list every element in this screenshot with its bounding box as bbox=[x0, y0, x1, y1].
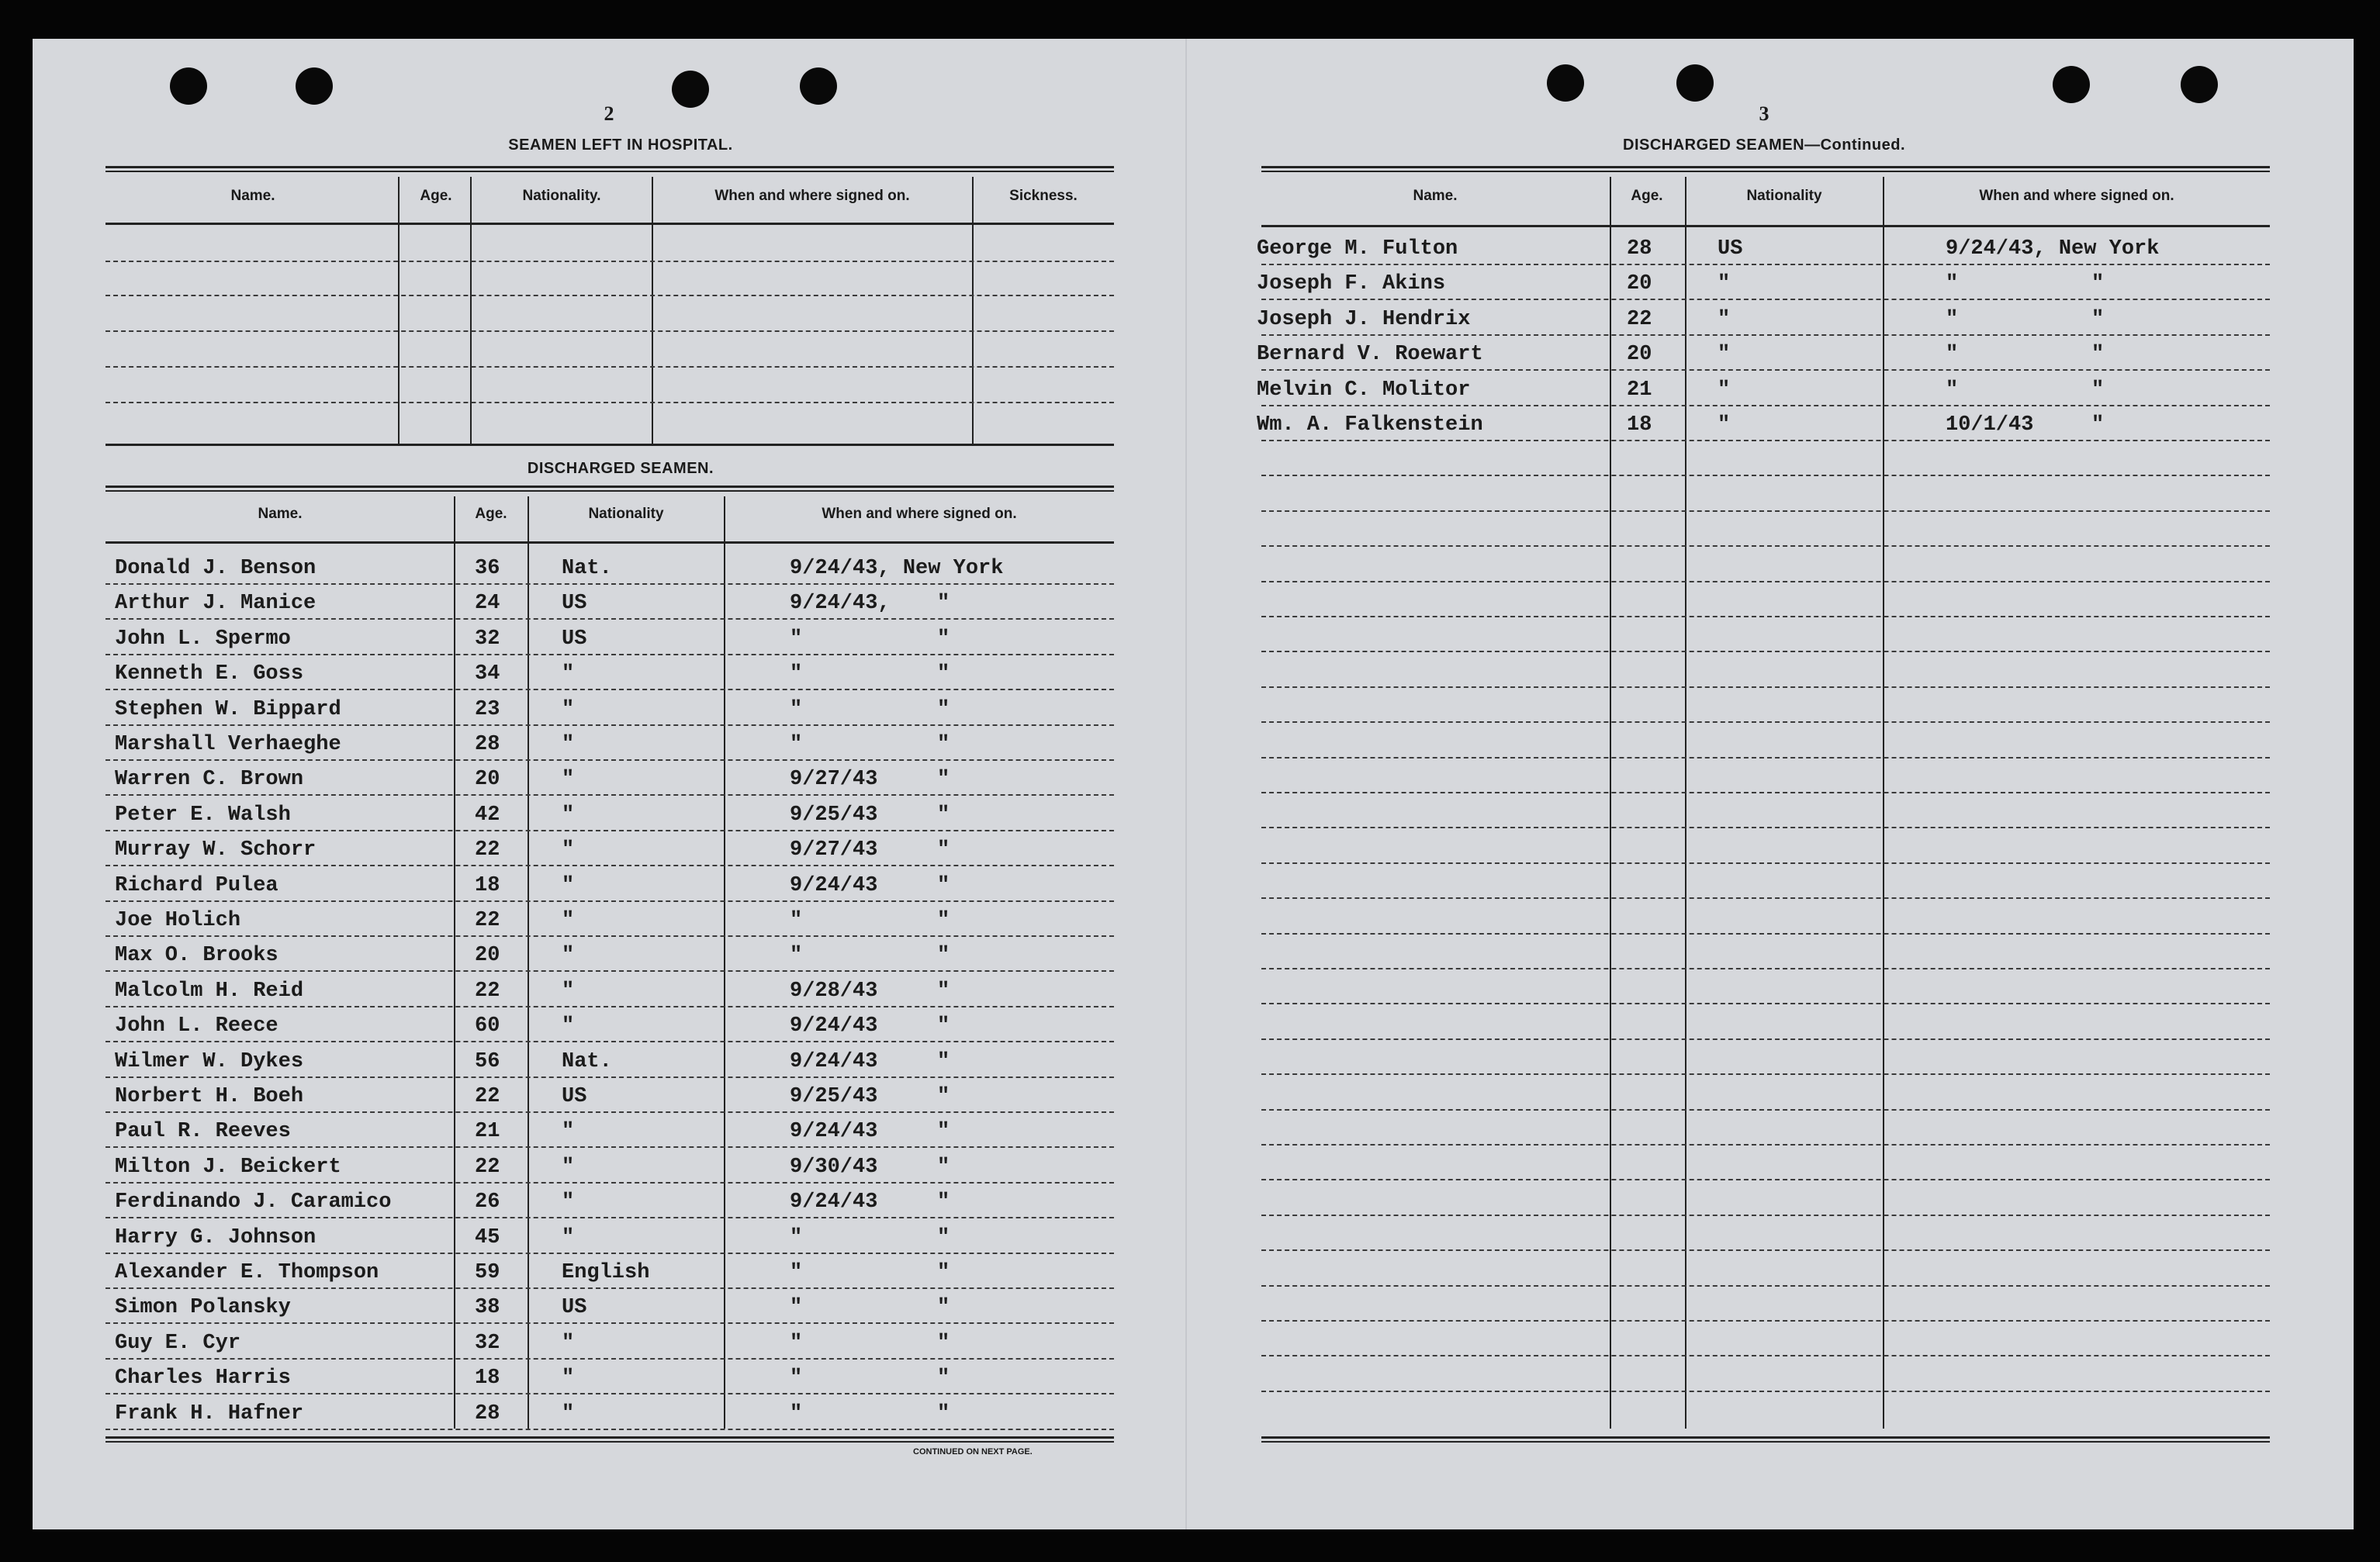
cell-nationality: " bbox=[562, 838, 575, 862]
cell-place: " bbox=[937, 733, 950, 756]
cell-name: Stephen W. Bippard bbox=[115, 697, 341, 721]
cell-date: " bbox=[1946, 307, 1959, 331]
cell-age: 28 bbox=[1627, 237, 1652, 261]
cell-date: 9/24/43, New York bbox=[790, 557, 1004, 580]
cell-place: " bbox=[937, 1155, 950, 1179]
row-line bbox=[1261, 299, 2270, 300]
row-line bbox=[1261, 1144, 2270, 1146]
discharged-top-rule bbox=[106, 486, 1114, 492]
punch-hole bbox=[1547, 64, 1584, 102]
cell-age: 32 bbox=[475, 627, 500, 651]
right-header-signed-on: When and where signed on. bbox=[1979, 188, 2174, 204]
cell-nationality: " bbox=[562, 768, 575, 792]
cell-place: " bbox=[937, 1225, 950, 1249]
row-line bbox=[106, 1006, 1114, 1007]
punch-hole bbox=[672, 71, 709, 108]
hospital-row-line bbox=[106, 330, 1114, 332]
row-line bbox=[1261, 616, 2270, 617]
cell-age: 20 bbox=[1627, 272, 1652, 296]
right-header-age: Age. bbox=[1631, 188, 1663, 204]
cell-place: " bbox=[937, 1331, 950, 1355]
cell-nationality: " bbox=[562, 1331, 575, 1355]
cell-place: " bbox=[937, 909, 950, 932]
cell-nationality: " bbox=[1718, 378, 1731, 402]
row-line bbox=[1261, 264, 2270, 265]
row-line bbox=[1261, 792, 2270, 793]
cell-place: " bbox=[2091, 413, 2105, 437]
cell-age: 21 bbox=[1627, 378, 1652, 402]
row-line bbox=[106, 1393, 1114, 1394]
row-line bbox=[106, 935, 1114, 937]
cell-nationality: " bbox=[562, 1191, 575, 1215]
cell-age: 20 bbox=[475, 944, 500, 968]
hospital-header-age: Age. bbox=[420, 188, 452, 204]
row-line bbox=[106, 1322, 1114, 1324]
row-line bbox=[1261, 545, 2270, 547]
cell-place: " bbox=[937, 944, 950, 968]
row-line bbox=[1261, 440, 2270, 441]
punch-hole bbox=[170, 67, 207, 105]
continued-note: CONTINUED ON NEXT PAGE. bbox=[913, 1447, 1033, 1457]
row-line bbox=[1261, 1038, 2270, 1040]
row-line bbox=[1261, 1003, 2270, 1004]
row-line bbox=[106, 1217, 1114, 1218]
row-line bbox=[106, 583, 1114, 585]
cell-place: " bbox=[937, 1085, 950, 1108]
cell-place: " bbox=[2091, 272, 2105, 296]
cell-age: 23 bbox=[475, 697, 500, 721]
row-line bbox=[106, 1146, 1114, 1148]
cell-date: 9/24/43 bbox=[790, 1014, 878, 1038]
cell-name: Alexander E. Thompson bbox=[115, 1261, 379, 1284]
cell-name: Wilmer W. Dykes bbox=[115, 1049, 304, 1073]
row-line bbox=[106, 1182, 1114, 1184]
row-line bbox=[1261, 510, 2270, 512]
discharged-header-nationality: Nationality bbox=[588, 506, 664, 522]
row-line bbox=[106, 1041, 1114, 1042]
cell-place: " bbox=[937, 627, 950, 651]
cell-nationality: English bbox=[562, 1261, 650, 1284]
cell-date: " bbox=[790, 1261, 803, 1284]
document-paper bbox=[33, 39, 2354, 1529]
row-line bbox=[1261, 1215, 2270, 1216]
row-line bbox=[106, 689, 1114, 690]
hospital-row-line bbox=[106, 402, 1114, 403]
row-line bbox=[106, 794, 1114, 796]
cell-place: " bbox=[937, 1367, 950, 1391]
row-line bbox=[1261, 1109, 2270, 1111]
hospital-title: SEAMEN LEFT IN HOSPITAL. bbox=[508, 137, 733, 154]
punch-hole bbox=[2053, 66, 2090, 103]
hospital-col-line bbox=[972, 177, 974, 444]
cell-place: " bbox=[937, 697, 950, 721]
row-line bbox=[106, 900, 1114, 902]
cell-nationality: " bbox=[1718, 307, 1731, 331]
row-line bbox=[1261, 897, 2270, 899]
right-header-nationality: Nationality bbox=[1746, 188, 1822, 204]
cell-place: " bbox=[937, 1049, 950, 1073]
cell-nationality: " bbox=[562, 1014, 575, 1038]
cell-place: " bbox=[937, 1191, 950, 1215]
punch-hole bbox=[800, 67, 837, 105]
cell-date: " bbox=[790, 662, 803, 686]
discharged-continued-title: DISCHARGED SEAMEN—Continued. bbox=[1623, 137, 1905, 154]
hospital-col-line bbox=[398, 177, 400, 444]
cell-age: 22 bbox=[475, 1085, 500, 1108]
cell-name: Paul R. Reeves bbox=[115, 1120, 291, 1144]
row-line bbox=[1261, 968, 2270, 969]
cell-name: Max O. Brooks bbox=[115, 944, 278, 968]
row-line bbox=[106, 1076, 1114, 1078]
row-line bbox=[1261, 827, 2270, 828]
cell-nationality: " bbox=[562, 909, 575, 932]
cell-age: 22 bbox=[475, 909, 500, 932]
cell-name: Joseph F. Akins bbox=[1257, 272, 1446, 296]
cell-date: 9/24/43, New York bbox=[1946, 237, 2160, 261]
hospital-bottom-rule bbox=[106, 444, 1114, 446]
cell-date: " bbox=[790, 909, 803, 932]
cell-age: 24 bbox=[475, 592, 500, 616]
row-line bbox=[106, 759, 1114, 761]
cell-age: 20 bbox=[475, 768, 500, 792]
cell-date: " bbox=[790, 697, 803, 721]
page-number-right: 3 bbox=[1759, 102, 1769, 125]
right-col-line bbox=[1610, 177, 1611, 1429]
cell-name: Murray W. Schorr bbox=[115, 838, 317, 862]
row-line bbox=[1261, 1320, 2270, 1322]
cell-place: " bbox=[937, 979, 950, 1003]
right-col-line bbox=[1883, 177, 1884, 1429]
hospital-header-rule bbox=[106, 223, 1114, 225]
cell-date: " bbox=[1946, 272, 1959, 296]
cell-name: Harry G. Johnson bbox=[115, 1225, 317, 1249]
row-line bbox=[106, 1429, 1114, 1430]
cell-name: Richard Pulea bbox=[115, 873, 278, 897]
cell-place: " bbox=[937, 1014, 950, 1038]
cell-name: Wm. A. Falkenstein bbox=[1257, 413, 1483, 437]
hospital-col-line bbox=[652, 177, 653, 444]
discharged-header-signed-on: When and where signed on. bbox=[822, 506, 1017, 522]
row-line bbox=[106, 1358, 1114, 1360]
cell-date: 9/24/43 bbox=[790, 873, 878, 897]
row-line bbox=[106, 618, 1114, 620]
cell-nationality: " bbox=[562, 733, 575, 756]
right-bottom-rule bbox=[1261, 1436, 2270, 1443]
cell-date: 9/27/43 bbox=[790, 838, 878, 862]
hospital-header-nationality: Nationality. bbox=[522, 188, 601, 204]
cell-age: 38 bbox=[475, 1296, 500, 1320]
cell-date: " bbox=[790, 627, 803, 651]
cell-name: Guy E. Cyr bbox=[115, 1331, 241, 1355]
row-line bbox=[1261, 1391, 2270, 1392]
cell-nationality: " bbox=[562, 662, 575, 686]
cell-age: 45 bbox=[475, 1225, 500, 1249]
hospital-top-rule bbox=[106, 166, 1114, 172]
page-number-left: 2 bbox=[604, 102, 614, 125]
cell-place: " bbox=[937, 873, 950, 897]
cell-nationality: " bbox=[562, 1155, 575, 1179]
cell-nationality: US bbox=[562, 1296, 587, 1320]
row-line bbox=[106, 830, 1114, 831]
hospital-header-signed-on: When and where signed on. bbox=[714, 188, 910, 204]
cell-name: Peter E. Walsh bbox=[115, 803, 291, 827]
cell-age: 18 bbox=[475, 1367, 500, 1391]
cell-date: 9/24/43, bbox=[790, 592, 891, 616]
row-line bbox=[1261, 862, 2270, 864]
cell-name: Bernard V. Roewart bbox=[1257, 343, 1483, 367]
cell-place: " bbox=[937, 592, 950, 616]
cell-age: 28 bbox=[475, 733, 500, 756]
cell-place: " bbox=[937, 662, 950, 686]
cell-age: 59 bbox=[475, 1261, 500, 1284]
row-line bbox=[1261, 1073, 2270, 1075]
cell-nationality: US bbox=[1718, 237, 1743, 261]
discharged-header-age: Age. bbox=[475, 506, 507, 522]
cell-name: Charles Harris bbox=[115, 1367, 291, 1391]
discharged-bottom-rule bbox=[106, 1436, 1114, 1443]
cell-date: " bbox=[790, 1331, 803, 1355]
cell-place: " bbox=[2091, 307, 2105, 331]
cell-nationality: " bbox=[1718, 413, 1731, 437]
punch-hole bbox=[296, 67, 333, 105]
cell-place: " bbox=[937, 838, 950, 862]
row-line bbox=[1261, 1179, 2270, 1180]
row-line bbox=[106, 1111, 1114, 1113]
cell-age: 34 bbox=[475, 662, 500, 686]
row-line bbox=[1261, 475, 2270, 476]
cell-name: Joseph J. Hendrix bbox=[1257, 307, 1471, 331]
cell-date: 9/28/43 bbox=[790, 979, 878, 1003]
cell-place: " bbox=[937, 1401, 950, 1425]
cell-age: 22 bbox=[475, 979, 500, 1003]
cell-date: 9/25/43 bbox=[790, 1085, 878, 1108]
cell-name: Milton J. Beickert bbox=[115, 1155, 341, 1179]
cell-name: Malcolm H. Reid bbox=[115, 979, 304, 1003]
cell-date: 9/24/43 bbox=[790, 1191, 878, 1215]
cell-age: 22 bbox=[1627, 307, 1652, 331]
cell-nationality: " bbox=[562, 979, 575, 1003]
cell-nationality: " bbox=[562, 1225, 575, 1249]
row-line bbox=[1261, 651, 2270, 652]
cell-date: 9/30/43 bbox=[790, 1155, 878, 1179]
row-line bbox=[1261, 369, 2270, 371]
cell-nationality: " bbox=[562, 1367, 575, 1391]
cell-age: 56 bbox=[475, 1049, 500, 1073]
discharged-header-rule bbox=[106, 541, 1114, 544]
hospital-row-line bbox=[106, 261, 1114, 262]
cell-nationality: " bbox=[562, 873, 575, 897]
cell-name: Simon Polansky bbox=[115, 1296, 291, 1320]
row-line bbox=[1261, 405, 2270, 406]
cell-nationality: " bbox=[562, 1120, 575, 1144]
cell-age: 18 bbox=[1627, 413, 1652, 437]
cell-nationality: Nat. bbox=[562, 1049, 612, 1073]
cell-age: 20 bbox=[1627, 343, 1652, 367]
row-line bbox=[1261, 1249, 2270, 1251]
cell-place: " bbox=[2091, 343, 2105, 367]
cell-nationality: " bbox=[562, 697, 575, 721]
cell-age: 22 bbox=[475, 838, 500, 862]
right-col-line bbox=[1685, 177, 1686, 1429]
cell-name: Norbert H. Boeh bbox=[115, 1085, 304, 1108]
cell-name: Kenneth E. Goss bbox=[115, 662, 304, 686]
cell-place: " bbox=[937, 803, 950, 827]
row-line bbox=[1261, 334, 2270, 336]
row-line bbox=[1261, 581, 2270, 582]
cell-date: 9/24/43 bbox=[790, 1049, 878, 1073]
cell-date: " bbox=[790, 733, 803, 756]
cell-place: " bbox=[937, 1296, 950, 1320]
cell-date: " bbox=[790, 1225, 803, 1249]
row-line bbox=[106, 1287, 1114, 1289]
cell-age: 21 bbox=[475, 1120, 500, 1144]
cell-nationality: Nat. bbox=[562, 557, 612, 580]
cell-nationality: US bbox=[562, 1085, 587, 1108]
row-line bbox=[1261, 1285, 2270, 1287]
right-top-rule bbox=[1261, 166, 2270, 172]
cell-name: Warren C. Brown bbox=[115, 768, 304, 792]
discharged-header-name: Name. bbox=[258, 506, 303, 522]
cell-nationality: " bbox=[1718, 272, 1731, 296]
cell-nationality: " bbox=[562, 944, 575, 968]
cell-date: " bbox=[790, 1367, 803, 1391]
cell-age: 18 bbox=[475, 873, 500, 897]
row-line bbox=[1261, 757, 2270, 759]
row-line bbox=[1261, 686, 2270, 688]
cell-nationality: US bbox=[562, 592, 587, 616]
cell-place: " bbox=[937, 768, 950, 792]
hospital-header-name: Name. bbox=[230, 188, 275, 204]
cell-date: 9/24/43 bbox=[790, 1120, 878, 1144]
cell-date: 9/27/43 bbox=[790, 768, 878, 792]
row-line bbox=[1261, 721, 2270, 723]
cell-date: " bbox=[1946, 343, 1959, 367]
page-fold bbox=[1185, 39, 1187, 1529]
right-header-name: Name. bbox=[1413, 188, 1458, 204]
cell-place: " bbox=[937, 1261, 950, 1284]
cell-nationality: " bbox=[562, 1401, 575, 1425]
row-line bbox=[1261, 933, 2270, 935]
row-line bbox=[106, 970, 1114, 972]
cell-age: 32 bbox=[475, 1331, 500, 1355]
cell-place: " bbox=[2091, 378, 2105, 402]
cell-name: Arthur J. Manice bbox=[115, 592, 317, 616]
punch-hole bbox=[2181, 66, 2218, 103]
row-line bbox=[106, 724, 1114, 726]
cell-name: Ferdinando J. Caramico bbox=[115, 1191, 392, 1215]
hospital-row-line bbox=[106, 295, 1114, 296]
cell-name: Joe Holich bbox=[115, 909, 241, 932]
right-header-rule bbox=[1261, 225, 2270, 227]
cell-name: Frank H. Hafner bbox=[115, 1401, 304, 1425]
cell-place: " bbox=[937, 1120, 950, 1144]
cell-date: " bbox=[790, 1401, 803, 1425]
cell-age: 36 bbox=[475, 557, 500, 580]
cell-name: Marshall Verhaeghe bbox=[115, 733, 341, 756]
cell-nationality: US bbox=[562, 627, 587, 651]
cell-nationality: " bbox=[1718, 343, 1731, 367]
cell-date: 10/1/43 bbox=[1946, 413, 2034, 437]
cell-date: " bbox=[790, 1296, 803, 1320]
cell-date: " bbox=[790, 944, 803, 968]
row-line bbox=[106, 654, 1114, 655]
cell-date: 9/25/43 bbox=[790, 803, 878, 827]
cell-nationality: " bbox=[562, 803, 575, 827]
discharged-title: DISCHARGED SEAMEN. bbox=[527, 460, 714, 477]
cell-name: John L. Spermo bbox=[115, 627, 291, 651]
cell-name: John L. Reece bbox=[115, 1014, 278, 1038]
hospital-row-line bbox=[106, 366, 1114, 368]
cell-name: George M. Fulton bbox=[1257, 237, 1458, 261]
cell-date: " bbox=[1946, 378, 1959, 402]
cell-name: Donald J. Benson bbox=[115, 557, 317, 580]
row-line bbox=[106, 1253, 1114, 1254]
hospital-col-line bbox=[470, 177, 472, 444]
row-line bbox=[106, 865, 1114, 866]
cell-age: 26 bbox=[475, 1191, 500, 1215]
punch-hole bbox=[1676, 64, 1714, 102]
cell-age: 42 bbox=[475, 803, 500, 827]
cell-age: 60 bbox=[475, 1014, 500, 1038]
cell-age: 28 bbox=[475, 1401, 500, 1425]
row-line bbox=[1261, 1355, 2270, 1356]
cell-age: 22 bbox=[475, 1155, 500, 1179]
cell-name: Melvin C. Molitor bbox=[1257, 378, 1471, 402]
hospital-header-sickness: Sickness. bbox=[1009, 188, 1078, 204]
